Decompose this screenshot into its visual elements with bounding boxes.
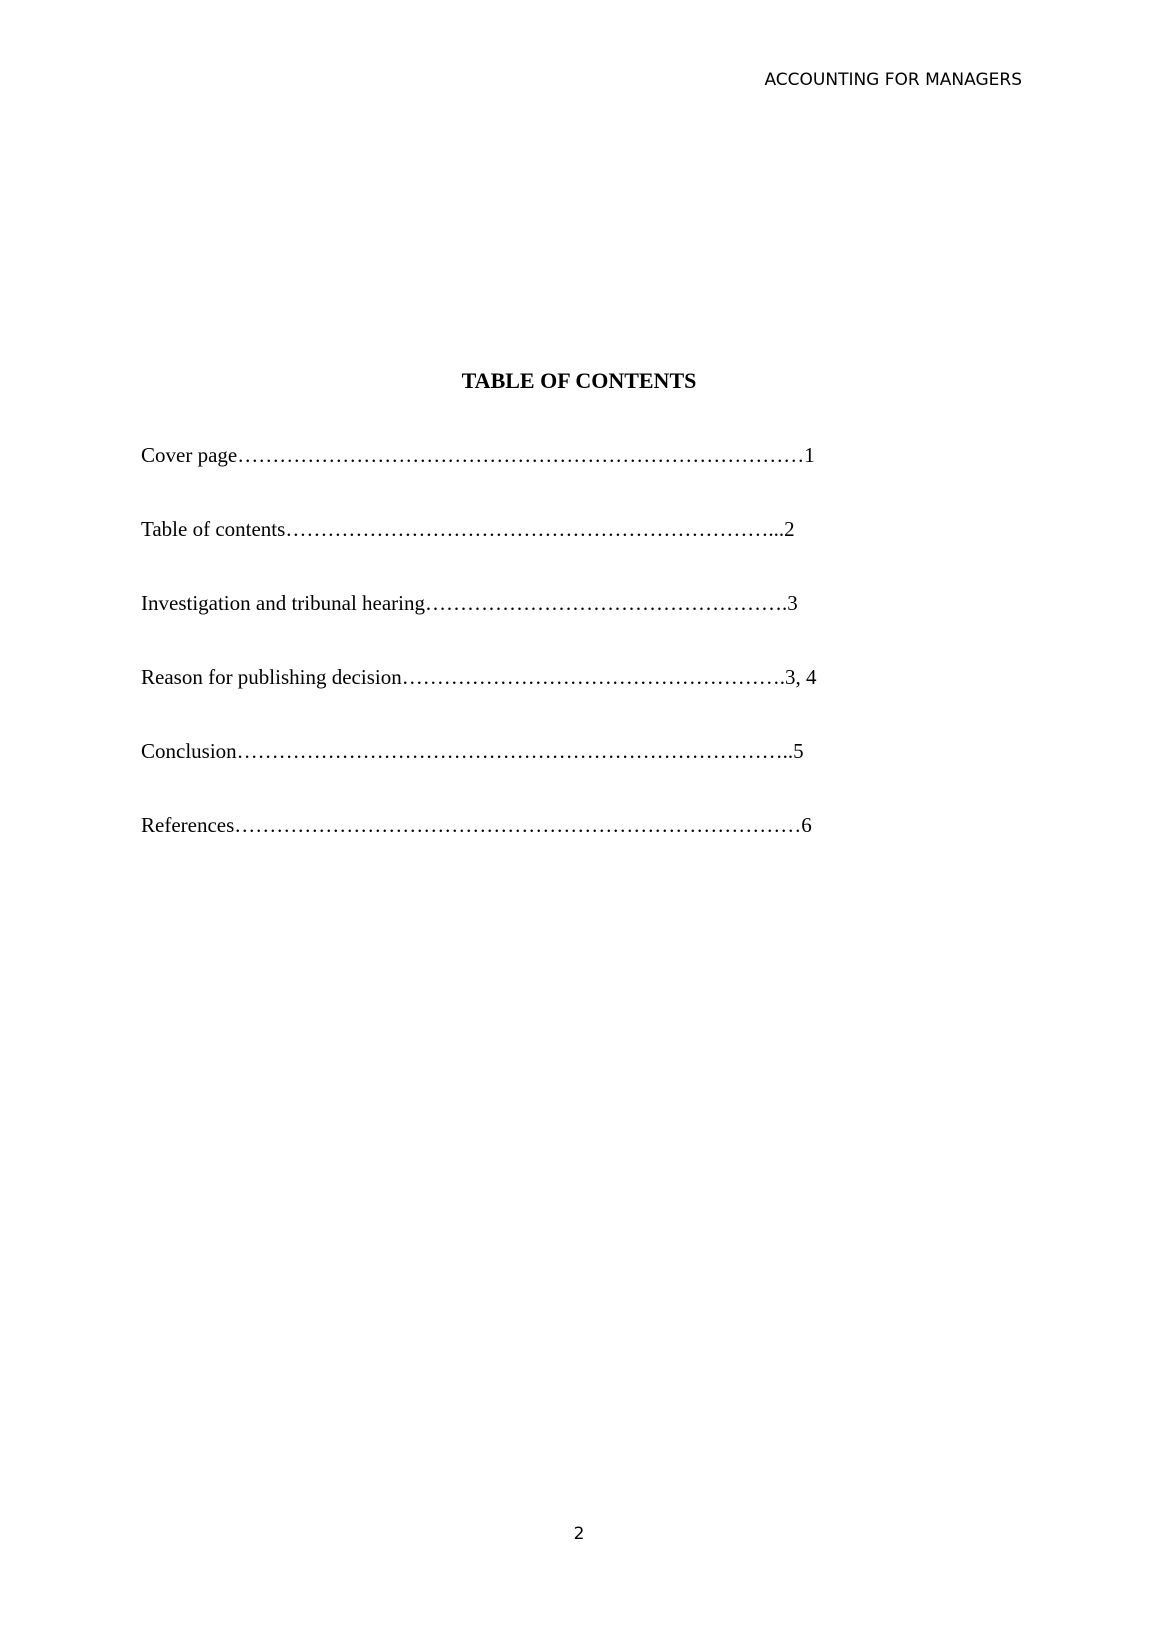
toc-entry-cover-page: Cover page………………………………………………………………………1 [141,443,815,467]
toc-list [141,441,816,885]
toc-entry-conclusion: Conclusion……………………………………………………………………..5 [141,739,804,763]
running-header: ACCOUNTING FOR MANAGERS [764,70,1022,90]
toc-title: TABLE OF CONTENTS [461,368,697,393]
page-number: 2 [573,1524,585,1544]
toc-entry-reason-for-publishing: Reason for publishing decision……………………………………………….3, 4 [141,665,817,689]
toc-entry-investigation: Investigation and tribunal hearing…………………………………………….3 [141,591,798,615]
toc-entry-references: References………………………………………………………………………6 [141,813,812,837]
toc-entry-table-of-contents: Table of contents……………………………………………………………...2 [141,517,795,541]
